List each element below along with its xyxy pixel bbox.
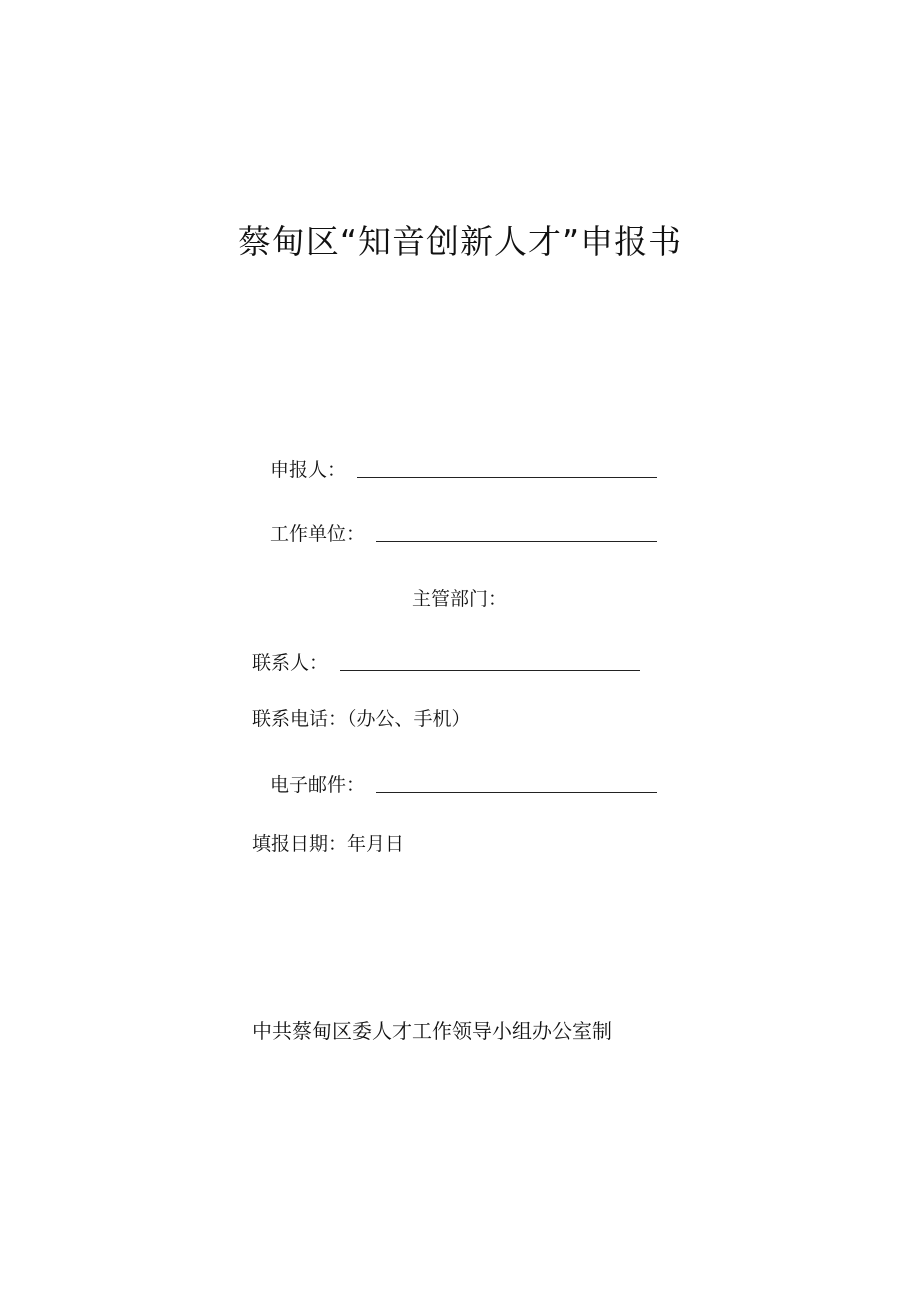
- email-label: 电子邮件：: [270, 774, 366, 796]
- date-label: 填报日期：: [252, 833, 348, 855]
- issuer-footer: 中共蔡甸区委人才工作领导小组办公室制: [252, 1019, 612, 1043]
- document-title: 蔡甸区“知音创新人才”申报书: [237, 222, 683, 261]
- department-label: 主管部门：: [412, 588, 508, 610]
- work-unit-blank-line: [376, 541, 657, 542]
- contact-blank-line: [340, 670, 640, 671]
- contact-label: 联系人：: [252, 652, 329, 674]
- work-unit-label: 工作单位：: [270, 523, 366, 545]
- phone-field: [252, 705, 471, 733]
- phone-value: （办公、手机）: [347, 708, 471, 730]
- date-value: 年月日: [347, 833, 405, 855]
- phone-label: 联系电话：: [252, 708, 348, 730]
- applicant-blank-line: [357, 477, 657, 478]
- email-blank-line: [376, 792, 657, 793]
- applicant-label: 申报人：: [270, 459, 347, 481]
- date-field: [252, 830, 404, 858]
